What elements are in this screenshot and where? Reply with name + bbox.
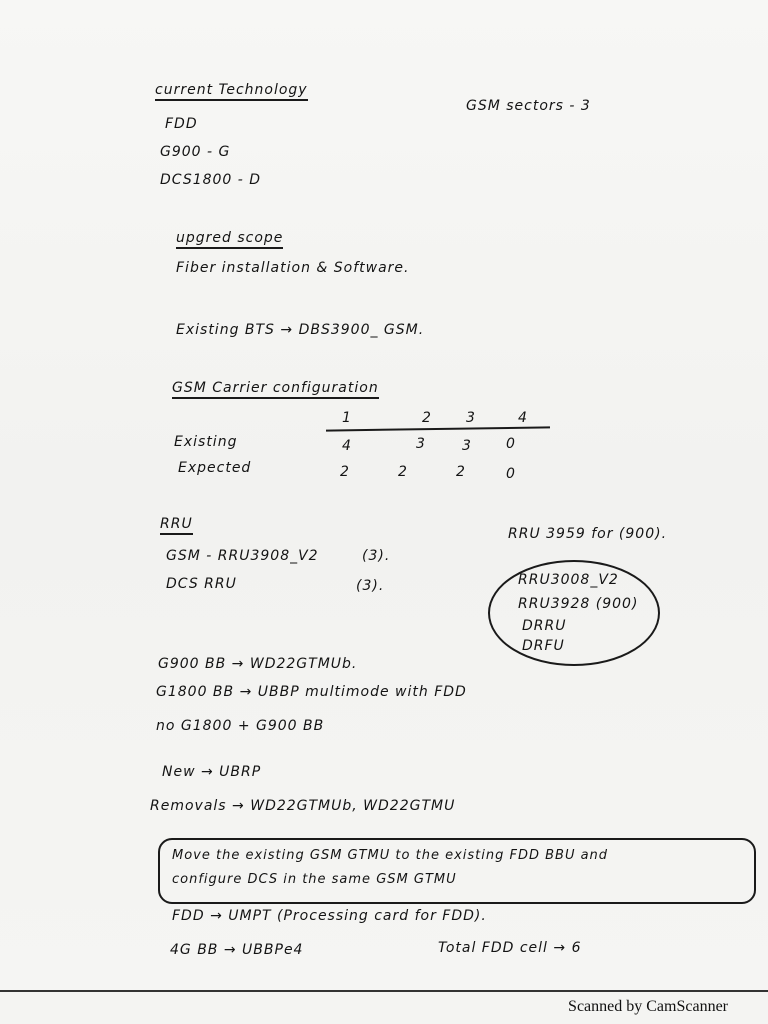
carrier-cell: 4 [342, 438, 352, 454]
heading-gsm-carrier-configuration: GSM Carrier configuration [172, 380, 379, 399]
carrier-cell: 2 [398, 464, 408, 480]
heading-upgrade-scope: upgred scope [176, 230, 283, 249]
oval-item: DRRU [522, 618, 567, 634]
existing-bts-line: Existing BTS → DBS3900_ GSM. [176, 322, 425, 338]
oval-item: DRFU [522, 638, 565, 654]
carrier-col-header: 4 [518, 410, 528, 426]
rru-3959-note: RRU 3959 for (900). [508, 526, 668, 542]
carrier-cell: 3 [462, 438, 472, 454]
gsm-sectors-note: GSM sectors - 3 [466, 98, 591, 114]
oval-item: RRU3928 (900) [518, 596, 639, 612]
carrier-col-header: 1 [342, 410, 352, 426]
fiber-installation-line: Fiber installation & Software. [176, 260, 410, 276]
gsm-rru-count: (3). [362, 548, 391, 564]
line-g900: G900 - G [160, 144, 231, 160]
carrier-cell: 0 [506, 466, 516, 482]
carrier-row-label: Expected [178, 460, 252, 476]
carrier-row-label: Existing [174, 434, 238, 450]
4g-bb-line: 4G BB → UBBPe4 [170, 942, 304, 958]
carrier-cell: 2 [340, 464, 350, 480]
carrier-cell: 3 [416, 436, 426, 452]
line-dcs1800: DCS1800 - D [160, 172, 262, 188]
carrier-col-header: 3 [466, 410, 476, 426]
fdd-umpt-line: FDD → UMPT (Processing card for FDD). [172, 908, 487, 924]
oval-item: RRU3008_V2 [518, 572, 619, 588]
no-bb-line: no G1800 + G900 BB [156, 718, 325, 734]
dcs-rru-line: DCS RRU [166, 576, 237, 592]
box-line-2: configure DCS in the same GSM GTMU [172, 872, 457, 887]
box-line-1: Move the existing GSM GTMU to the existing FDD BBU and [172, 848, 609, 863]
total-fdd-cell-line: Total FDD cell → 6 [438, 940, 582, 956]
camscanner-footer: Scanned by CamScanner [568, 998, 728, 1015]
new-line: New → UBRP [162, 764, 262, 780]
carrier-cell: 0 [506, 436, 516, 452]
carrier-header-rule [326, 426, 550, 431]
line-fdd: FDD [165, 116, 198, 132]
g1800-bb-line: G1800 BB → UBBP multimode with FDD [156, 684, 467, 700]
g900-bb-line: G900 BB → WD22GTMUb. [158, 656, 358, 672]
gsm-rru-line: GSM - RRU3908_V2 [166, 548, 319, 564]
heading-current-technology: current Technology [155, 82, 308, 101]
carrier-cell: 2 [456, 464, 466, 480]
dcs-rru-count: (3). [356, 578, 385, 594]
heading-rru: RRU [160, 516, 193, 535]
removals-line: Removals → WD22GTMUb, WD22GTMU [150, 798, 456, 814]
carrier-col-header: 2 [422, 410, 432, 426]
